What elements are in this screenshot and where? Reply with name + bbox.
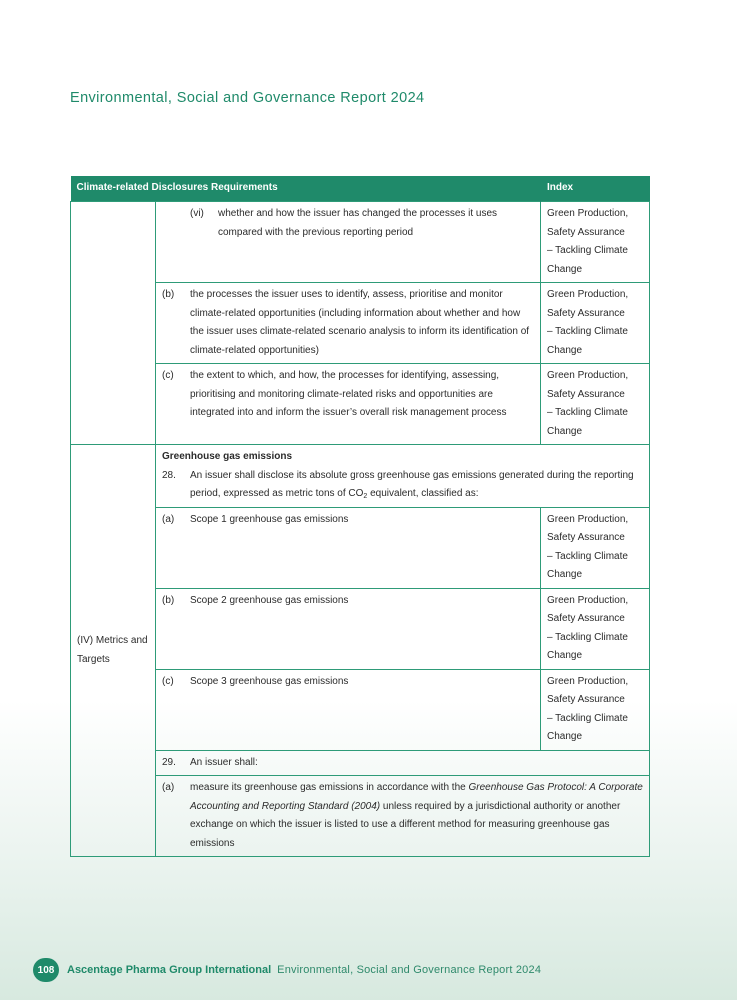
item-text: measure its greenhouse gas emissions in accordance with the Greenhouse Gas Protocol: A Corporate Accounting and Reporting Standard (2004) unless required by a jurisdictional authority or another exchange on which the issuer is listed to use a different method for measuring greenhouse gas emissions bbox=[190, 782, 643, 849]
ghg-heading-cell bbox=[156, 445, 650, 508]
table-row bbox=[71, 364, 650, 445]
index-line: – Tackling Climate bbox=[547, 245, 628, 256]
index-line: Green Production, bbox=[547, 370, 629, 381]
index-line: – Tackling Climate bbox=[547, 550, 628, 562]
index-line: Safety Assurance bbox=[547, 307, 625, 319]
page-number-badge: 108 bbox=[33, 958, 59, 982]
page-header-title: Environmental, Social and Governance Report 2024 bbox=[70, 90, 425, 106]
table-row bbox=[71, 750, 650, 776]
index-line: Change bbox=[547, 344, 583, 356]
index-line: – Tackling Climate bbox=[547, 631, 628, 643]
item-text: whether and how the issuer has changed the processes it uses compared with the previous reporting period bbox=[218, 208, 498, 238]
index-cell bbox=[541, 364, 650, 445]
index-cell bbox=[541, 283, 650, 364]
requirement-cell bbox=[156, 750, 650, 776]
item-text: Scope 1 greenhouse gas emissions bbox=[190, 513, 349, 525]
index-line: Safety Assurance bbox=[547, 532, 625, 543]
index-line: Green Production, bbox=[547, 675, 629, 687]
index-line: Safety Assurance bbox=[547, 388, 625, 400]
item-label: (b) bbox=[162, 289, 175, 300]
index-line: Green Production, bbox=[547, 513, 629, 525]
item-label: (a) bbox=[162, 782, 175, 793]
index-line: Change bbox=[547, 569, 583, 580]
item-text: Scope 2 greenhouse gas emissions bbox=[190, 594, 349, 606]
item-text: An issuer shall disclose its absolute gross greenhouse gas emissions generated during the reporting period, expressed as metric tons of $CO_2$ equivalent, classified as: bbox=[190, 469, 634, 500]
index-cell bbox=[541, 588, 650, 669]
requirement-cell bbox=[156, 776, 650, 857]
index-line: – Tackling Climate bbox=[547, 326, 628, 337]
col-header-requirements: Climate-related Disclosures Requirements bbox=[71, 176, 541, 202]
table-row bbox=[71, 202, 650, 283]
index-line: Green Production, bbox=[547, 208, 629, 219]
table-header-row bbox=[71, 176, 650, 202]
index-line: Change bbox=[547, 650, 583, 661]
index-line: Safety Assurance bbox=[547, 613, 625, 624]
col-header-index: Index bbox=[541, 176, 650, 202]
index-cell bbox=[541, 669, 650, 750]
table-row bbox=[71, 776, 650, 857]
index-cell bbox=[541, 507, 650, 588]
item-text: the extent to which, and how, the processes for identifying, assessing, prioritising and monitoring climate-related risks and opportunities are integrated into and inform the issuer’s overall risk management process bbox=[190, 370, 507, 418]
item-label: (c) bbox=[162, 675, 174, 687]
table-row bbox=[71, 669, 650, 750]
requirement-cell bbox=[156, 669, 541, 750]
index-line: Green Production, bbox=[547, 289, 629, 300]
requirement-cell bbox=[156, 283, 541, 364]
item-text: the processes the issuer uses to identify, assess, prioritise and monitor climate-related opportunities (including information about whether and how the issuer uses climate-related scenario analysis to inform its identification of climate-related opportunities) bbox=[190, 289, 530, 356]
index-line: Safety Assurance bbox=[547, 694, 625, 705]
requirement-cell bbox=[156, 588, 541, 669]
item-label: (a) bbox=[162, 513, 175, 525]
index-line: Green Production, bbox=[547, 594, 629, 606]
index-line: – Tackling Climate bbox=[547, 407, 628, 418]
section-heading: Greenhouse gas emissions bbox=[162, 451, 293, 462]
item-label: (vi) bbox=[190, 208, 204, 219]
item-text: Scope 3 greenhouse gas emissions bbox=[190, 675, 349, 687]
item-number: 28. bbox=[162, 469, 176, 481]
category-cell-empty bbox=[71, 202, 156, 445]
index-line: Change bbox=[547, 425, 583, 437]
item-label: (c) bbox=[162, 370, 174, 381]
index-line: Change bbox=[547, 731, 583, 742]
page-footer bbox=[33, 958, 541, 982]
item-number: 29. bbox=[162, 756, 176, 768]
index-cell bbox=[541, 202, 650, 283]
requirement-cell bbox=[156, 364, 541, 445]
table-row bbox=[71, 507, 650, 588]
index-line: – Tackling Climate bbox=[547, 712, 628, 724]
category-cell-metrics-targets: (IV) Metrics and Targets bbox=[71, 445, 156, 857]
disclosure-table bbox=[70, 176, 650, 857]
index-line: Safety Assurance bbox=[547, 226, 625, 238]
item-label: (b) bbox=[162, 594, 175, 606]
item-text: An issuer shall: bbox=[190, 756, 258, 768]
table-row bbox=[71, 588, 650, 669]
footer-report-title: Environmental, Social and Governance Report 2024 bbox=[277, 964, 542, 976]
requirement-cell bbox=[156, 507, 541, 588]
footer-company-name: Ascentage Pharma Group International bbox=[67, 964, 272, 976]
table-row bbox=[71, 445, 650, 508]
table-row bbox=[71, 283, 650, 364]
index-line: Change bbox=[547, 263, 583, 275]
requirement-cell bbox=[156, 202, 541, 283]
